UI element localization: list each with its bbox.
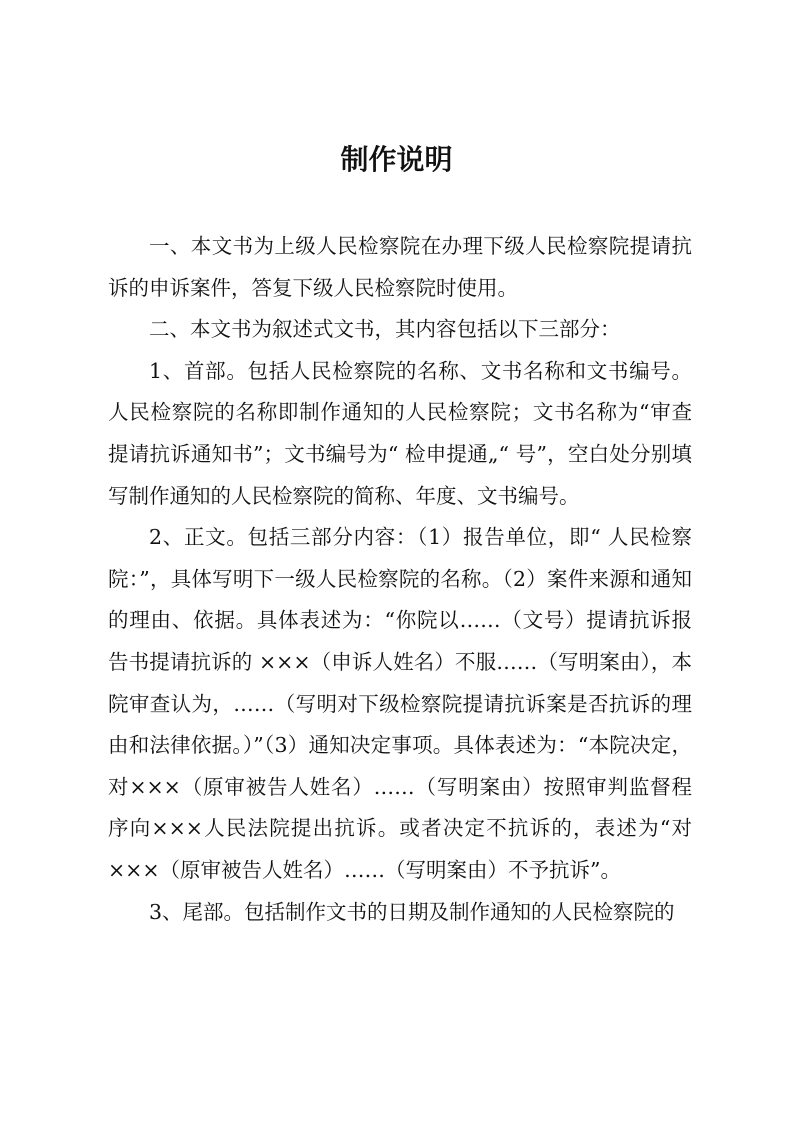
paragraph-1: 一、本文书为上级人民检察院在办理下级人民检察院提请抗诉的申诉案件，答复下级人民检察院时使用。 [108, 234, 692, 300]
paragraph-2: 二、本文书为叙述式文书，其内容包括以下三部分： [149, 317, 621, 342]
paragraph-3: 1、首部。包括人民检察院的名称、文书名称和文书编号。人民检察院的名称即制作通知的人民检察院；文书名称为“审查提请抗诉通知书”；文书编号为“ 检申提通„“ 号”，空白处分别填写制作通知的人民检察院的简称、年度、文书编号。 [108, 358, 692, 508]
document-body [108, 226, 692, 933]
paragraph-4: 2、正文。包括三部分内容：（1）报告单位，即“ 人民检察院：”，具体写明下一级人民检察院的名称。（2）案件来源和通知的理由、依据。具体表述为：“你院以……（文号）提请抗诉报告书提请抗诉的 ×××（申诉人姓名）不服……（写明案由），本院审查认为，……（写明对下级检察院提请抗诉案是否抗诉的理由和法律依据。）”（3）通知决定事项。具体表述为：“本院决定，对×××（原审被告人姓名）……（写明案由）按照审判监督程序向×××人民法院提出抗诉。或者决定不抗诉的，表述为“对×××（原审被告人姓名）……（写明案由）不予抗诉”。 [108, 525, 692, 882]
paragraph-5: 3、尾部。包括制作文书的日期及制作通知的人民检察院的 [149, 899, 675, 924]
page-title: 制作说明 [340, 143, 453, 176]
